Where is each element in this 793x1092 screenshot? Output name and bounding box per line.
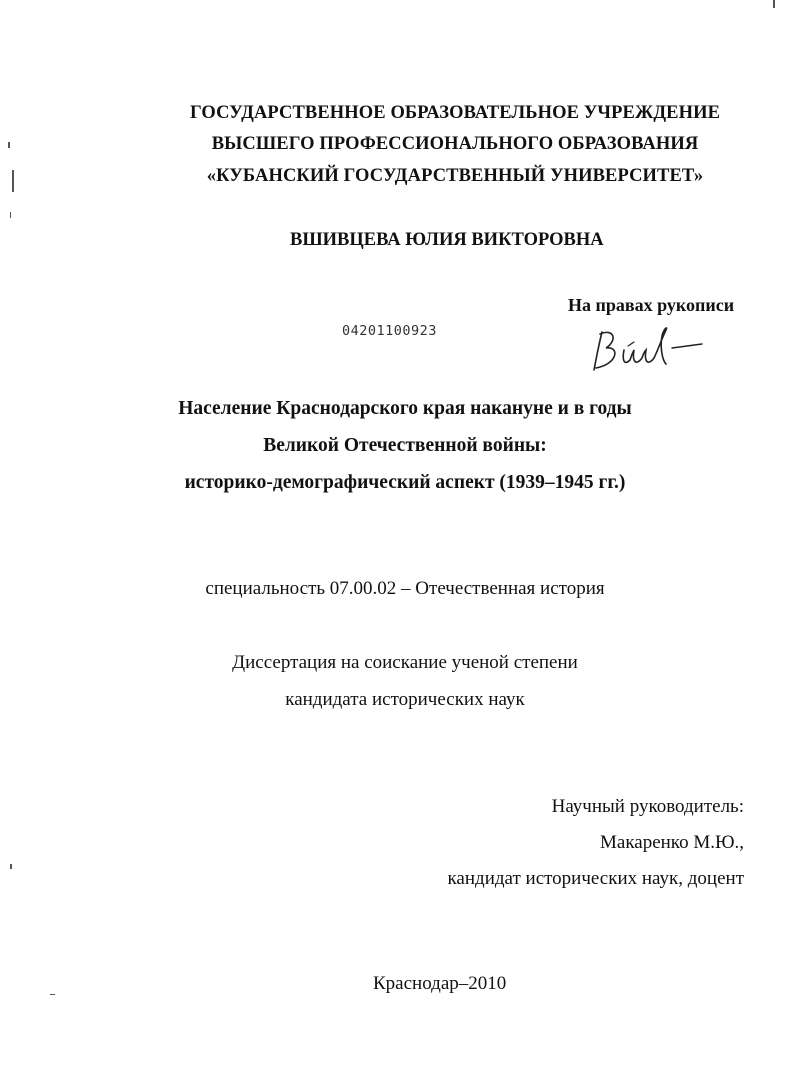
supervisor-title: кандидат исторических наук, доцент — [447, 868, 744, 889]
signature-icon — [588, 320, 718, 380]
thesis-title-line-1: Население Краснодарского края накануне и в годы — [178, 398, 632, 419]
scan-speck — [10, 212, 11, 218]
scan-speck — [10, 864, 12, 869]
institution-line-1: ГОСУДАРСТВЕННОЕ ОБРАЗОВАТЕЛЬНОЕ УЧРЕЖДЕНИЕ — [189, 103, 721, 123]
place-year: Краснодар–2010 — [373, 973, 507, 994]
scan-speck — [773, 0, 775, 8]
manuscript-rights-note: На правах рукописи — [568, 295, 735, 315]
institution-line-3: «КУБАНСКИЙ ГОСУДАРСТВЕННЫЙ УНИВЕРСИТЕТ» — [206, 166, 704, 186]
scan-speck — [12, 170, 14, 192]
scan-speck — [50, 994, 55, 995]
institution-line-2: ВЫСШЕГО ПРОФЕССИОНАЛЬНОГО ОБРАЗОВАНИЯ — [211, 134, 699, 154]
supervisor-label: Научный руководитель: — [551, 796, 744, 817]
degree-line-2: кандидата исторических наук — [285, 689, 525, 710]
author-name: ВШИВЦЕВА ЮЛИЯ ВИКТОРОВНА — [290, 230, 604, 250]
supervisor-name: Макаренко М.Ю., — [600, 832, 744, 853]
thesis-title-line-2: Великой Отечественной войны: — [263, 435, 547, 456]
thesis-title-line-3: историко-демографический аспект (1939–1945 гг.) — [184, 472, 626, 493]
registration-code: 04201100923 — [342, 323, 437, 339]
specialty: специальность 07.00.02 – Отечественная история — [205, 578, 605, 599]
scan-speck — [8, 142, 10, 148]
degree-line-1: Диссертация на соискание ученой степени — [232, 652, 578, 673]
